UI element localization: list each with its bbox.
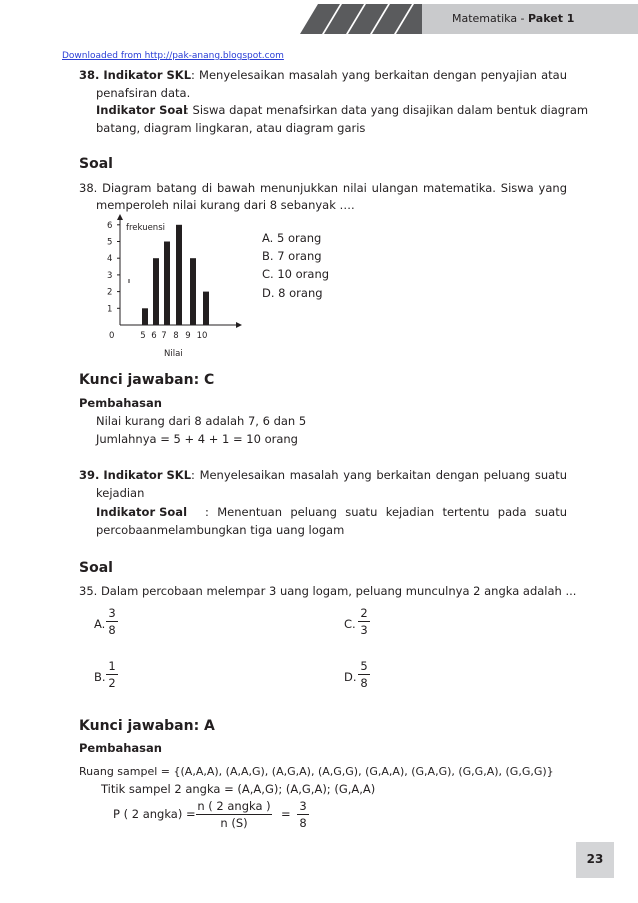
equals-sign-1: = [186,807,196,821]
q39-pembahasan: Pembahasan [79,741,162,755]
q38-explanation-line1: Nilai kurang dari 8 adalah 7, 6 dan 5 [96,414,307,428]
q39-heading: Soal [79,560,113,576]
y-tick-label: 6 [107,220,113,231]
page-number: 23 [586,852,604,866]
bar-5 [142,308,148,325]
q39-answer: Kunci jawaban: A [79,718,215,734]
x-tick-label: 8 [173,331,179,341]
q38-explanation-line2: Jumlahnya = 5 + 4 + 1 = 10 orang [96,432,298,446]
probability-label: P ( 2 angka) [113,807,183,821]
q39-option-d-label: D. [344,670,357,684]
q38-soal-text2: batang, diagram lingkaran, atau diagram garis [96,121,366,135]
header-title: Matematika - Paket 1 [452,12,575,25]
probability-result-fraction: 3 8 [297,799,309,830]
q38-skl-text2: penafsiran data. [96,86,191,100]
q38-soal-text: : Siswa dapat menafsirkan data yang disajikan dalam bentuk diagram [185,103,589,117]
y-tick-label: 2 [107,287,113,298]
bar-chart [90,212,250,364]
y-tick-label: 5 [107,237,113,248]
probability-formula-fraction: n ( 2 angka ) n (S) [197,799,271,830]
q38-option: B. 7 orang [262,249,322,263]
x-axis-arrow [236,322,242,328]
q39-option-b-fraction: 1 2 [106,659,118,690]
q39-option-c-fraction: 2 3 [358,606,370,637]
bar-7 [164,242,170,326]
q39-question: 35. Dalam percobaan melempar 3 uang logam, peluang munculnya 2 angka adalah ... [79,584,577,598]
q39-soal-text: : Menentuan peluang suatu kejadian tertentu pada suatu [205,505,567,519]
q39-skl-text: : Menyelesaikan masalah yang berkaitan dengan peluang suatu [191,468,567,482]
y-tick-label: 1 [107,304,113,315]
q38-answer: Kunci jawaban: C [79,372,215,388]
q38-skl-text: : Menyelesaikan masalah yang berkaitan dengan penyajian atau [191,68,567,82]
q39-sample-points: Titik sampel 2 angka = (A,A,G); (A,G,A); (G,A,A) [101,782,376,796]
q39-skl-text2: kejadian [96,486,145,500]
bar-9 [190,258,196,325]
q39-soal-text2: percobaanmelambungkan tiga uang logam [96,523,345,537]
bar-10 [203,292,209,325]
y-axis-label: frekuensi [126,223,165,233]
q38-option: D. 8 orang [262,286,323,300]
bar-6 [153,258,159,325]
q38-heading: Soal [79,156,113,172]
x-tick-label: 6 [151,331,157,341]
q39-option-a-fraction: 3 8 [106,606,118,637]
q39-option-d-fraction: 5 8 [358,659,370,690]
y-axis-arrow [117,214,123,220]
q38-skl-label: 38. Indikator SKL [79,68,192,82]
q39-sample-space: Ruang sampel = {(A,A,A), (A,A,G), (A,G,A), (A,G,G), (G,A,A), (G,A,G), (G,G,A), (G,G,G)} [79,765,554,778]
q38-question-line1: 38. Diagram batang di bawah menunjukkan nilai ulangan matematika. Siswa yang [79,181,567,195]
q39-soal-label: Indikator Soal [96,505,188,519]
q38-soal-label: Indikator Soal [96,103,188,117]
q38-question-line2: memperoleh nilai kurang dari 8 sebanyak …. [96,198,355,212]
download-link[interactable]: Downloaded from http://pak-anang.blogspot.com [62,51,284,61]
q38-pembahasan: Pembahasan [79,396,162,410]
q39-option-c-label: C. [344,617,356,631]
y-tick-label: 4 [107,254,113,265]
bar-8 [176,225,182,325]
q39-option-a-label: A. [94,617,106,631]
q38-option: A. 5 orang [262,231,322,245]
x-tick-label: 5 [140,331,146,341]
q39-skl-label: 39. Indikator SKL [79,468,192,482]
x-axis-label: Nilai [164,349,183,359]
equals-sign-2: = [281,807,291,821]
x-tick-label: 9 [185,331,191,341]
x-tick-label: 7 [161,331,167,341]
y-tick-label: 3 [107,270,113,281]
origin-label: 0 [109,331,115,341]
x-tick-label: 10 [196,331,208,341]
q39-option-b-label: B. [94,670,106,684]
q38-option: C. 10 orang [262,267,330,281]
